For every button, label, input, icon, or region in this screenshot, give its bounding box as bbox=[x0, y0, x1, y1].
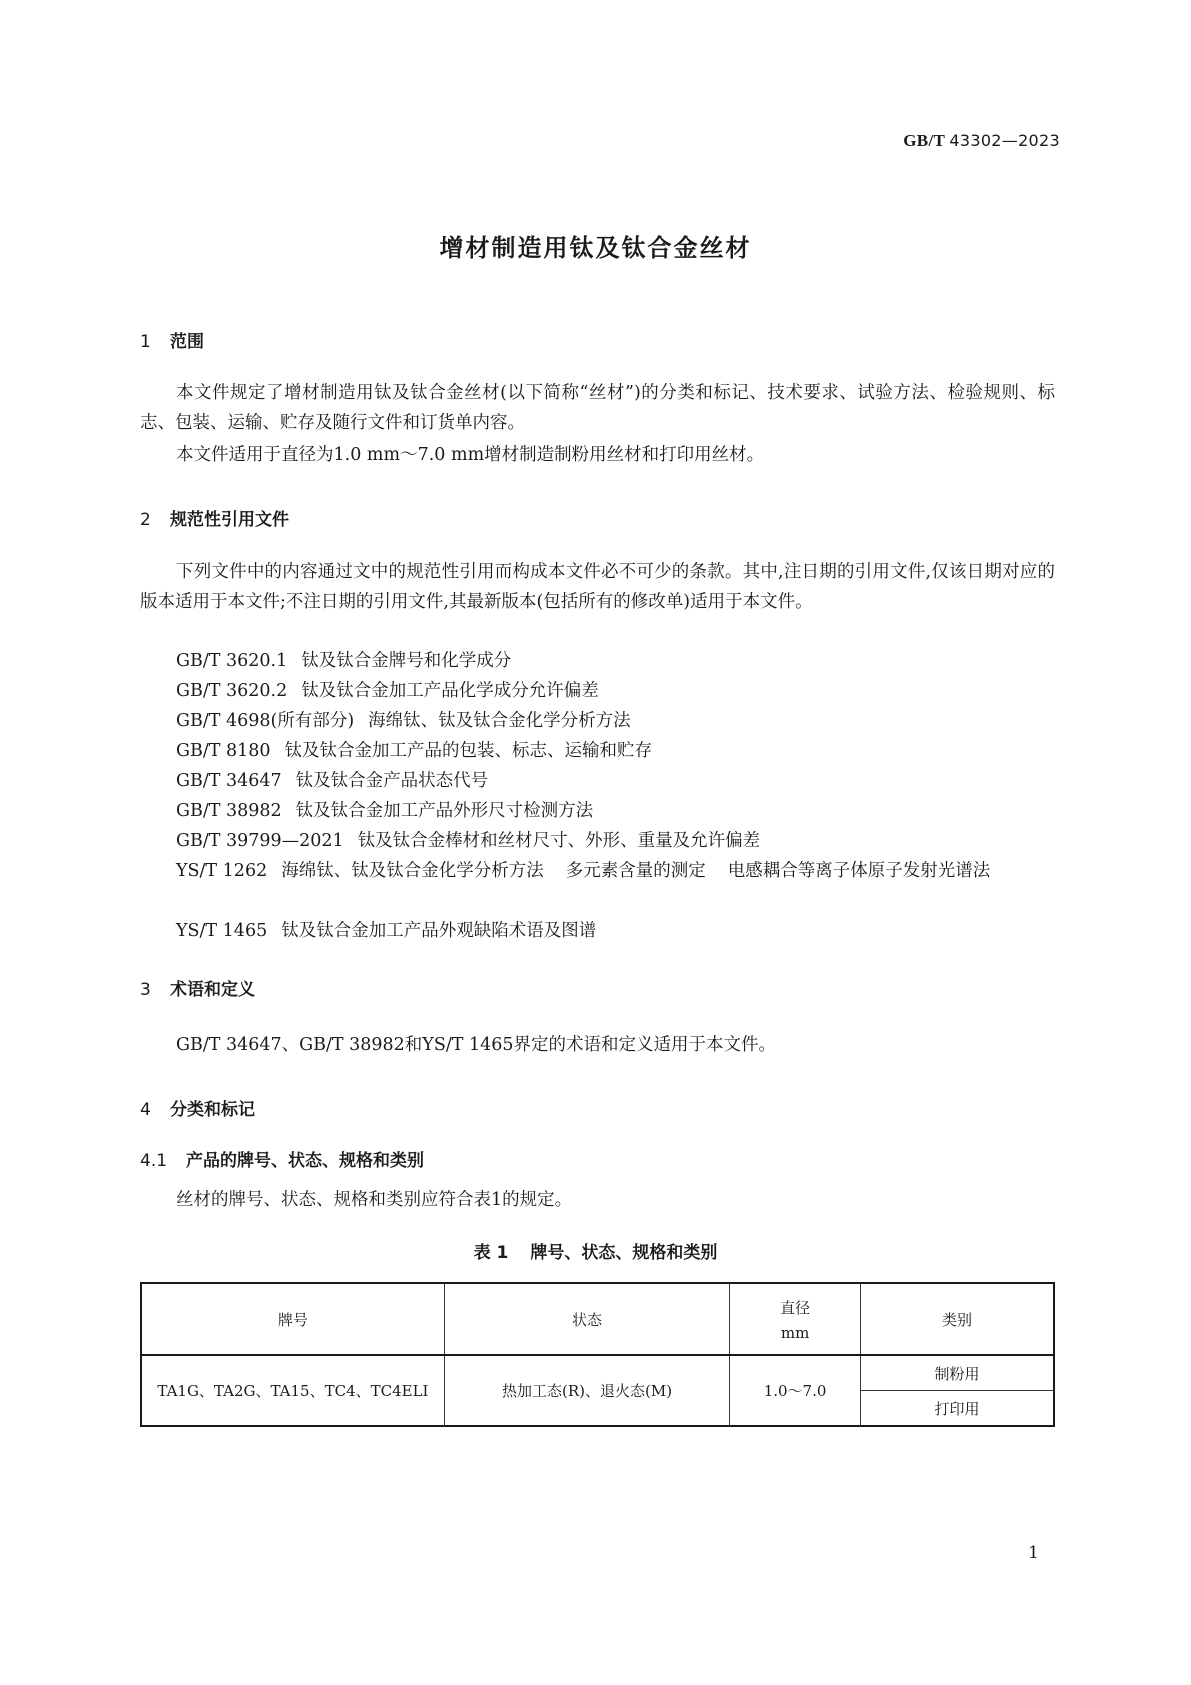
reference-title: 钛及钛合金加工产品的包装、标志、运输和贮存 bbox=[284, 741, 653, 761]
reference-code: GB/T 34647 bbox=[176, 771, 282, 791]
grade-state-spec-table bbox=[140, 1282, 1055, 1427]
page-number: 1 bbox=[1028, 1543, 1039, 1563]
reference-item bbox=[176, 766, 488, 796]
reference-title-part: 电感耦合等离子体原子发射光谱法 bbox=[727, 861, 991, 881]
section-1-paragraph-1: 本文件规定了增材制造用钛及钛合金丝材(以下简称“丝材”)的分类和标记、技术要求、试验方法、检验规则、标志、包装、运输、贮存及随行文件和订货单内容。 bbox=[140, 383, 1055, 433]
table-caption-label: 表 1 bbox=[473, 1243, 509, 1263]
section-1-paragraph-2: 本文件适用于直径为1.0 mm～7.0 mm增材制造制粉用丝材和打印用丝材。 bbox=[176, 445, 765, 465]
reference-code: GB/T 8180 bbox=[176, 741, 271, 761]
table-caption bbox=[0, 1238, 1191, 1263]
reference-title: 钛及钛合金产品状态代号 bbox=[295, 771, 489, 791]
reference-item bbox=[176, 676, 599, 706]
header-diameter-unit: mm bbox=[780, 1323, 810, 1342]
section-number: 2 bbox=[140, 510, 151, 530]
reference-item bbox=[176, 826, 760, 856]
reference-item bbox=[176, 736, 652, 766]
section-title: 术语和定义 bbox=[170, 980, 255, 1000]
section-2-intro: 下列文件中的内容通过文中的规范性引用而构成本文件必不可少的条款。其中,注日期的引用文件,仅该日期对应的版本适用于本文件;不注日期的引用文件,其最新版本(包括所有的修改单)适用于本文件。 bbox=[140, 562, 1055, 612]
table-header-row bbox=[141, 1283, 1054, 1355]
document-title: 增材制造用钛及钛合金丝材 bbox=[439, 234, 752, 262]
section-4-1-heading bbox=[140, 1146, 424, 1171]
section-title: 分类和标记 bbox=[170, 1100, 255, 1120]
cell-diameter: 1.0～7.0 bbox=[730, 1355, 861, 1426]
table-row bbox=[141, 1355, 1054, 1391]
section-number: 1 bbox=[140, 332, 151, 352]
reference-item bbox=[140, 856, 1055, 886]
reference-title: 钛及钛合金加工产品外形尺寸检测方法 bbox=[295, 801, 594, 821]
reference-item bbox=[176, 796, 593, 826]
reference-code: GB/T 3620.2 bbox=[176, 681, 288, 701]
cell-category: 打印用 bbox=[860, 1391, 1054, 1427]
reference-title: 钛及钛合金棒材和丝材尺寸、外形、重量及允许偏差 bbox=[357, 831, 761, 851]
section-title: 范围 bbox=[170, 332, 204, 352]
reference-code: YS/T 1465 bbox=[176, 921, 268, 941]
reference-title-part: 海绵钛、钛及钛合金化学分析方法 bbox=[281, 861, 544, 881]
reference-code: GB/T 38982 bbox=[176, 801, 282, 821]
header-diameter bbox=[730, 1283, 861, 1355]
reference-title: 钛及钛合金加工产品外观缺陷术语及图谱 bbox=[281, 921, 597, 941]
header-category: 类别 bbox=[860, 1283, 1054, 1355]
reference-title-part: 多元素含量的测定 bbox=[565, 861, 706, 881]
cell-grade: TA1G、TA2G、TA15、TC4、TC4ELI bbox=[141, 1355, 444, 1426]
section-4-1-paragraph: 丝材的牌号、状态、规格和类别应符合表1的规定。 bbox=[176, 1190, 573, 1210]
reference-item bbox=[176, 706, 631, 736]
header-state: 状态 bbox=[444, 1283, 729, 1355]
subsection-number: 4.1 bbox=[140, 1151, 168, 1171]
section-number: 3 bbox=[140, 980, 151, 1000]
section-3-paragraph: GB/T 34647、GB/T 38982和YS/T 1465界定的术语和定义适用于本文件。 bbox=[176, 1035, 776, 1055]
header-diameter-label: 直径 bbox=[780, 1298, 811, 1317]
header-grade: 牌号 bbox=[141, 1283, 444, 1355]
table-caption-title: 牌号、状态、规格和类别 bbox=[530, 1243, 718, 1263]
section-3-heading bbox=[140, 975, 255, 1000]
standard-year: 43302—2023 bbox=[949, 131, 1060, 150]
reference-code: GB/T 4698(所有部分) bbox=[176, 711, 355, 731]
section-4-heading bbox=[140, 1095, 255, 1120]
section-2-heading bbox=[140, 505, 289, 530]
cell-category: 制粉用 bbox=[860, 1355, 1054, 1391]
subsection-title: 产品的牌号、状态、规格和类别 bbox=[186, 1151, 424, 1171]
reference-code: GB/T 3620.1 bbox=[176, 651, 288, 671]
section-1-heading bbox=[140, 327, 204, 352]
cell-state: 热加工态(R)、退火态(M) bbox=[444, 1355, 729, 1426]
standard-prefix: GB/T bbox=[903, 131, 945, 150]
standard-number bbox=[903, 131, 1060, 151]
reference-title: 钛及钛合金加工产品化学成分允许偏差 bbox=[301, 681, 599, 701]
reference-title: 钛及钛合金牌号和化学成分 bbox=[301, 651, 512, 671]
reference-code: YS/T 1262 bbox=[176, 861, 268, 881]
reference-item bbox=[176, 916, 596, 946]
reference-item bbox=[176, 646, 511, 676]
section-number: 4 bbox=[140, 1100, 151, 1120]
reference-title: 海绵钛、钛及钛合金化学分析方法 bbox=[368, 711, 631, 731]
reference-code: GB/T 39799—2021 bbox=[176, 831, 344, 851]
section-title: 规范性引用文件 bbox=[170, 510, 289, 530]
